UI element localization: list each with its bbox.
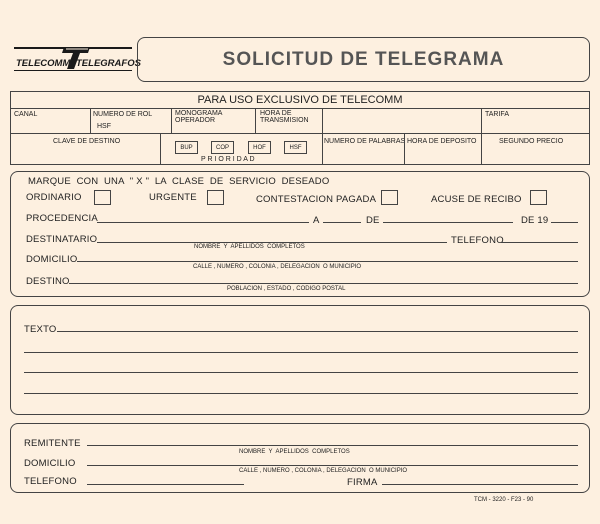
a-label: A	[313, 215, 320, 226]
a-line[interactable]	[323, 222, 361, 223]
segundo-precio-label: SEGUNDO PRECIO	[499, 138, 564, 145]
destinatario-hint: NOMBRE Y APELLIDOS COMPLETOS	[194, 244, 305, 250]
form-code: TCM - 3220 - F23 - 90	[474, 497, 534, 503]
acuse-label: ACUSE DE RECIBO	[431, 194, 522, 205]
col-div-3	[255, 108, 256, 133]
destino-line[interactable]	[69, 283, 578, 284]
prioridad-hsf-box[interactable]: HSF	[284, 141, 307, 154]
remitente-telefono-line[interactable]	[87, 484, 244, 485]
col-div-4	[322, 108, 323, 133]
urgente-label: URGENTE	[149, 192, 197, 203]
col-div-8	[404, 133, 405, 165]
row-divider-1	[11, 108, 589, 109]
ordinario-checkbox[interactable]	[94, 190, 111, 205]
destino-hint: POBLACION , ESTADO , CODIGO POSTAL	[227, 286, 346, 292]
telefono-label: TELEFONO	[451, 235, 504, 246]
monograma-label: MONOGRAMA OPERADOR	[175, 110, 223, 124]
remitente-domicilio-line[interactable]	[87, 465, 578, 466]
domicilio-line[interactable]	[77, 261, 578, 262]
numero-rol-label: NUMERO DE ROL	[93, 111, 153, 118]
hsf-label: HSF	[97, 123, 111, 130]
firma-label: FIRMA	[347, 477, 378, 488]
title-box	[137, 37, 590, 82]
destinatario-line[interactable]	[97, 242, 447, 243]
hora-deposito-label: HORA DE DEPOSITO	[407, 138, 477, 145]
clave-destino-label: CLAVE DE DESTINO	[53, 138, 121, 145]
texto-section	[10, 305, 590, 415]
form-title: SOLICITUD DE TELEGRAMA	[222, 49, 505, 70]
canal-label: CANAL	[14, 111, 38, 118]
remitente-line[interactable]	[87, 445, 578, 446]
texto-line-3[interactable]	[24, 372, 578, 373]
logo-text-right: TELEGRAFOS	[76, 58, 141, 69]
remitente-hint: NOMBRE Y APELLIDOS COMPLETOS	[239, 449, 350, 455]
destino-label: DESTINO	[26, 276, 70, 287]
remitente-domicilio-label: DOMICILIO	[24, 458, 76, 469]
domicilio-hint: CALLE , NUMERO , COLONIA , DELEGACION O MUNICIPIO	[193, 264, 362, 270]
telecomm-logo	[14, 44, 141, 74]
procedencia-line[interactable]	[97, 222, 309, 223]
remitente-domicilio-hint: CALLE , NUMERO , COLONIA , DELEGACION O MUNICIPIO	[239, 468, 408, 474]
logo-bottom-rule	[14, 70, 132, 71]
prioridad-cop-box[interactable]: COP	[211, 141, 234, 154]
de-line[interactable]	[383, 222, 513, 223]
remitente-section	[10, 423, 590, 493]
remitente-telefono-label: TELEFONO	[24, 476, 77, 487]
remitente-label: REMITENTE	[24, 438, 81, 449]
col-div-2	[171, 108, 172, 133]
telefono-line[interactable]	[501, 242, 578, 243]
prioridad-label: P R I O R I D A D	[201, 156, 255, 163]
texto-line-4[interactable]	[24, 393, 578, 394]
texto-line-1[interactable]	[57, 331, 578, 332]
destinatario-label: DESTINATARIO	[26, 234, 98, 245]
col-div-7	[322, 133, 323, 165]
exclusive-heading: PARA USO EXCLUSIVO DE TELECOMM	[197, 94, 403, 106]
col-div-5	[481, 108, 482, 133]
de-label: DE	[366, 215, 380, 226]
hora-transmision-label: HORA DE TRANSMISION	[260, 110, 309, 124]
year-line[interactable]	[551, 222, 578, 223]
prioridad-hof-box[interactable]: HOF	[248, 141, 271, 154]
acuse-checkbox[interactable]	[530, 190, 547, 205]
col-div-1	[90, 108, 91, 133]
tarifa-label: TARIFA	[485, 111, 509, 118]
row-divider-2	[11, 133, 589, 134]
contestacion-label: CONTESTACION PAGADA	[256, 194, 377, 205]
numero-palabras-label: NUMERO DE PALABRAS	[324, 138, 406, 145]
prioridad-bup-box[interactable]: BUP	[175, 141, 198, 154]
procedencia-label: PROCEDENCIA	[26, 213, 98, 224]
ordinario-label: ORDINARIO	[26, 192, 82, 203]
col-div-6	[160, 133, 161, 165]
logo-text-left: TELECOMM	[16, 58, 71, 69]
de19-label: DE 19	[521, 215, 549, 226]
col-div-9	[481, 133, 482, 165]
contestacion-checkbox[interactable]	[381, 190, 398, 205]
domicilio-label: DOMICILIO	[26, 254, 78, 265]
exclusive-section	[10, 91, 590, 165]
texto-line-2[interactable]	[24, 352, 578, 353]
texto-label: TEXTO	[24, 324, 57, 335]
firma-line[interactable]	[382, 484, 578, 485]
urgente-checkbox[interactable]	[207, 190, 224, 205]
service-instruction: MARQUE CON UNA " X " LA CLASE DE SERVICIO DESEADO	[28, 176, 330, 187]
service-section	[10, 171, 590, 297]
